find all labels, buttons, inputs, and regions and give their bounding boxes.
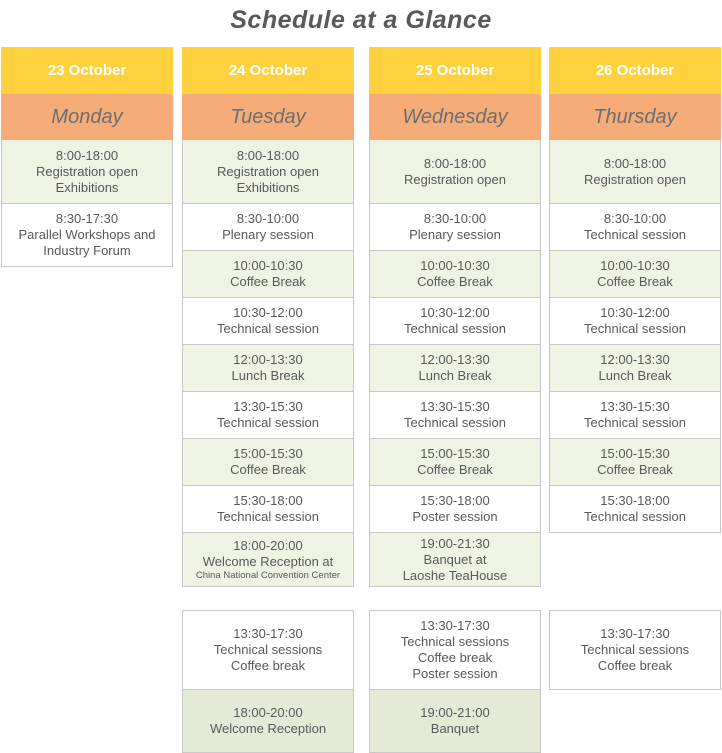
item-time: 13:30-17:30 (600, 626, 670, 641)
item-time: 10:00-10:30 (233, 258, 303, 273)
item-text: Registration open (217, 163, 319, 179)
item-text: Coffee Break (417, 462, 493, 477)
item-text: Registration open (584, 171, 686, 187)
item-time: 10:00-10:30 (600, 258, 670, 273)
item-time: 15:30-18:00 (233, 493, 303, 508)
page-title: Schedule at a Glance (230, 6, 492, 34)
item-time: 15:00-15:30 (600, 446, 670, 461)
item-time: 10:30-12:00 (233, 305, 303, 320)
item-text: Technical session (217, 509, 319, 524)
item-time: 13:30-15:30 (600, 399, 670, 414)
schedule-item (370, 344, 540, 391)
date-header: 23 October (1, 47, 173, 94)
schedule-item (370, 203, 540, 250)
schedule-item (183, 689, 353, 752)
schedule-item (183, 391, 353, 438)
item-text: Technical session (404, 321, 506, 336)
item-text: Plenary session (409, 227, 501, 242)
item-time: 8:00-18:00 (603, 155, 667, 171)
item-text: Plenary session (222, 227, 314, 242)
item-time: 18:00-20:00 (233, 537, 303, 553)
schedule-item (183, 611, 353, 689)
item-text: Technical sessions (580, 642, 690, 657)
weekday-header: Thursday (549, 94, 721, 140)
day-column-24-october (182, 47, 354, 587)
item-text: Technical sessions (213, 642, 323, 657)
item-text: Lunch Break (418, 368, 492, 383)
item-time: 8:30-10:00 (236, 211, 300, 226)
item-time: 12:00-13:30 (420, 352, 490, 367)
item-time: 15:30-18:00 (420, 493, 490, 508)
item-text: Technical session (217, 415, 319, 430)
item-text: Technical session (217, 321, 319, 336)
weekday-header: Wednesday (369, 94, 541, 140)
item-time: 15:30-18:00 (600, 493, 670, 508)
schedule-item (183, 344, 353, 391)
schedule-item (550, 485, 720, 532)
item-text: Banquet at (423, 551, 487, 567)
item-text: Technical session (584, 227, 686, 242)
item-text: Technical sessions (400, 634, 510, 649)
extra-schedule-25-october (369, 610, 541, 753)
schedule-item (550, 391, 720, 438)
item-text: Poster session (412, 666, 498, 681)
item-text: Registration open (36, 163, 138, 179)
schedule-item (550, 611, 720, 689)
item-text: Industry Forum (43, 243, 131, 258)
item-text: Poster session (412, 509, 498, 524)
day-column-25-october (369, 47, 541, 587)
schedule-item (370, 689, 540, 752)
item-text: Exhibitions (55, 179, 119, 195)
schedule-item (183, 203, 353, 250)
schedule-item (550, 250, 720, 297)
date-header: 24 October (182, 47, 354, 94)
schedule-item (183, 140, 353, 203)
item-time: 8:30-17:30 (55, 211, 119, 226)
item-time: 18:00-20:00 (233, 705, 303, 720)
day-column-26-october (549, 47, 721, 533)
schedule-item (2, 203, 172, 266)
weekday-header: Tuesday (182, 94, 354, 140)
item-time: 8:30-10:00 (603, 211, 667, 226)
schedule-item (183, 250, 353, 297)
schedule-list (1, 140, 173, 267)
schedule-item (370, 391, 540, 438)
schedule-item (370, 250, 540, 297)
schedule-item (370, 485, 540, 532)
item-text: Lunch Break (598, 368, 672, 383)
extra-schedule-24-october (182, 610, 354, 753)
item-text: Coffee Break (597, 274, 673, 289)
item-text: Parallel Workshops and (18, 227, 156, 242)
weekday-header: Monday (1, 94, 173, 140)
item-time: 8:00-18:00 (423, 155, 487, 171)
schedule-item (183, 297, 353, 344)
item-time: 15:00-15:30 (233, 446, 303, 461)
item-text: Coffee Break (597, 462, 673, 477)
schedule-item (550, 438, 720, 485)
item-venue: China National Convention Center (195, 569, 341, 581)
schedule-list (369, 140, 541, 587)
item-text: Laoshe TeaHouse (402, 567, 508, 583)
schedule-item (550, 344, 720, 391)
item-text: Coffee Break (230, 462, 306, 477)
item-time: 13:30-17:30 (420, 618, 490, 633)
item-time: 19:00-21:00 (420, 705, 490, 720)
item-text: Coffee break (230, 658, 306, 673)
schedule-item (550, 203, 720, 250)
item-time: 15:00-15:30 (420, 446, 490, 461)
schedule-item (183, 438, 353, 485)
schedule-item (183, 485, 353, 532)
item-text: Coffee Break (230, 274, 306, 289)
date-header: 26 October (549, 47, 721, 94)
item-time: 12:00-13:30 (233, 352, 303, 367)
item-time: 19:00-21:30 (420, 535, 490, 551)
schedule-list (182, 140, 354, 587)
schedule-item (183, 532, 353, 586)
schedule-item (550, 297, 720, 344)
schedule-item (370, 140, 540, 203)
item-text: Technical session (584, 321, 686, 336)
item-text: Coffee break (417, 650, 493, 665)
item-text: Exhibitions (236, 179, 300, 195)
item-time: 8:00-18:00 (55, 147, 119, 163)
schedule-item (550, 140, 720, 203)
item-time: 10:00-10:30 (420, 258, 490, 273)
date-header: 25 October (369, 47, 541, 94)
item-text: Lunch Break (231, 368, 305, 383)
schedule-list (549, 140, 721, 533)
day-column-23-october (1, 47, 173, 267)
schedule-item (370, 532, 540, 586)
item-text: Coffee Break (417, 274, 493, 289)
item-time: 8:00-18:00 (236, 147, 300, 163)
item-text: Welcome Reception (209, 721, 327, 736)
item-time: 10:30-12:00 (420, 305, 490, 320)
item-text: Technical session (584, 509, 686, 524)
item-text: Technical session (404, 415, 506, 430)
item-time: 13:30-15:30 (233, 399, 303, 414)
item-text: Coffee break (597, 658, 673, 673)
schedule-item (370, 297, 540, 344)
item-text: Welcome Reception at (202, 553, 334, 569)
item-time: 10:30-12:00 (600, 305, 670, 320)
item-time: 13:30-17:30 (233, 626, 303, 641)
item-text: Registration open (404, 171, 506, 187)
item-time: 13:30-15:30 (420, 399, 490, 414)
item-text: Banquet (430, 721, 480, 736)
schedule-item (370, 611, 540, 689)
item-text: Technical session (584, 415, 686, 430)
item-time: 8:30-10:00 (423, 211, 487, 226)
extra-schedule-26-october (549, 610, 721, 690)
item-time: 12:00-13:30 (600, 352, 670, 367)
schedule-item (370, 438, 540, 485)
schedule-item (2, 140, 172, 203)
